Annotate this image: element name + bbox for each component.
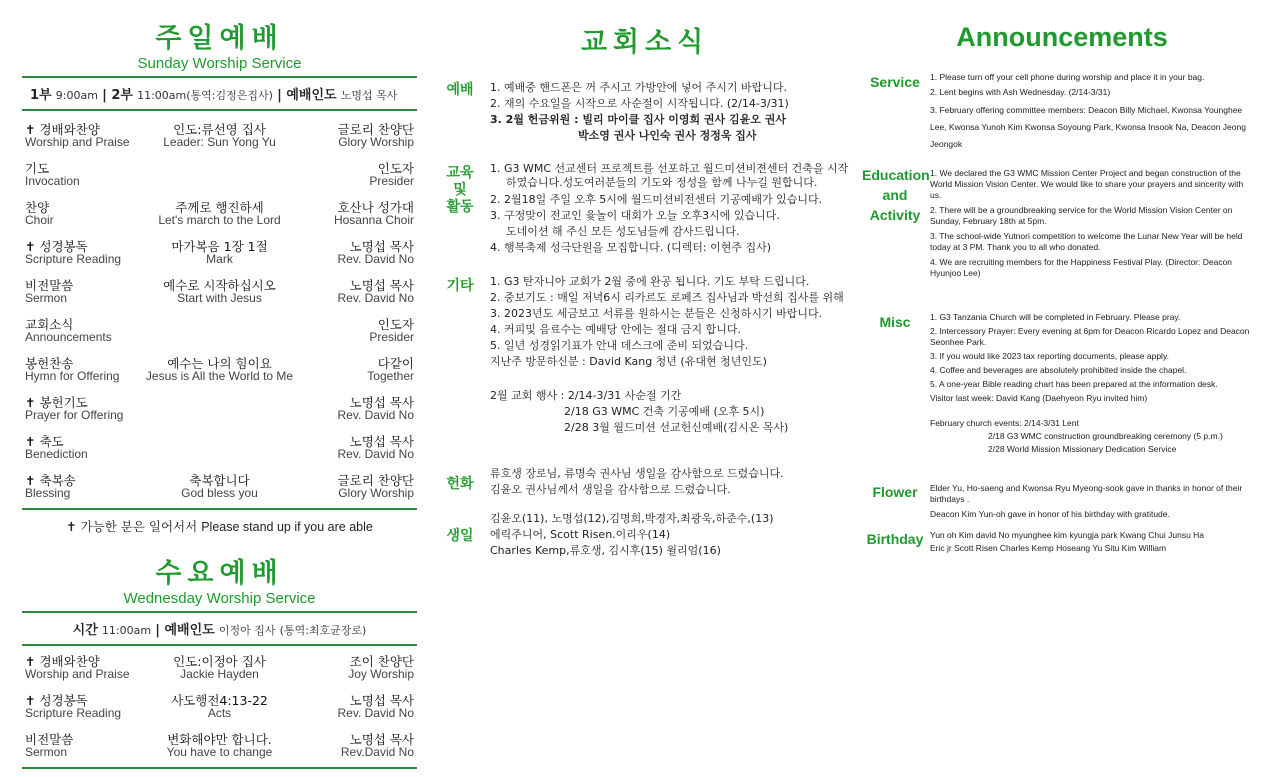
events-title: February church events: 2/14-3/31 Lent: [930, 418, 1079, 428]
order-item-leader: 조이 찬양단: [349, 654, 414, 669]
visitor-note: 지난주 방문하신분 : David Kang 청년 (유대현 청년인도): [490, 355, 767, 368]
worship-column: [22, 0, 417, 769]
wed-time: 11:00am: [101, 624, 152, 637]
order-item-name-en: Announcements: [25, 330, 112, 344]
event-item: 2/28 3월 월드미션 선교헌신예배(김시온 목사): [564, 421, 789, 434]
order-row: [22, 318, 417, 357]
edu-label-line: Education: [862, 167, 930, 183]
worship-section: [490, 80, 850, 144]
news-item: 1. 예배중 핸드폰은 꺼 주시고 가방안에 넣어 주시기 바랍니다.: [490, 81, 787, 94]
order-item-detail-en: Leader: Sun Yong Yu: [163, 135, 276, 149]
birthday-line: Charles Kemp,류호생, 김시후(15) 윌리엄(16): [490, 544, 721, 557]
order-item-detail: 예수는 나의 힘이요: [167, 356, 272, 371]
offering-note: 김윤오 권사님께서 생일을 감사함으로 드렸습니다.: [490, 483, 731, 496]
news-item: 4. 커피및 음료수는 예배당 안에는 절대 금지 합니다.: [490, 323, 741, 336]
order-item-name: ✝ 성경봉독: [25, 693, 88, 708]
order-item-name-en: Worship and Praise: [25, 667, 130, 681]
order-row: [22, 279, 417, 318]
order-item-leader-en: Hosanna Choir: [333, 213, 414, 227]
time2: 11:00am: [137, 89, 187, 102]
news-item: 1. G3 WMC 선교센터 프로젝트를 선포하고 월드미션비젼센터 건축을 시작 하였습니다.성도여러분들의 기도와 정성을 함께 나누길 원합니다.: [490, 162, 849, 189]
stand-note-en: Please stand up if you are able: [201, 520, 373, 534]
wednesday-order-list: [22, 655, 417, 765]
news-item-cont: 도네이션 해 주신 모든 성도님들께 감사드립니다.: [506, 225, 740, 238]
time1: 9:00am: [55, 89, 98, 102]
event-item: 2/18 G3 WMC 건축 기공예배 (오후 5시): [564, 405, 765, 418]
edu-label-line: Activity: [869, 207, 921, 223]
order-item-leader-en: Rev.David No: [340, 745, 414, 759]
flower-note: Deacon Kim Yun-oh gave in honor of his birthday with gratitude.: [930, 509, 1170, 519]
announcement-item: 5. A one-year Bible reading chart has been prepared at the information desk.: [930, 379, 1218, 389]
wednesday-title: 수요예배: [155, 558, 284, 589]
news-item: 1. G3 탄자니아 교회가 2월 중에 완공 됩니다. 기도 부탁 드립니다.: [490, 275, 810, 288]
order-item-name: ✝ 축복송: [25, 473, 76, 488]
news-item-cont: 박소영 권사 나인숙 권사 정정욱 집사: [578, 129, 757, 142]
misc-section-label: 기타: [446, 278, 474, 294]
order-row: [22, 162, 417, 201]
order-item-leader-en: Presider: [369, 330, 414, 344]
announcement-item: 2. Lent begins with Ash Wednesday. (2/14-3/31): [930, 87, 1111, 97]
misc-section: [930, 312, 1256, 459]
worship-section-label: 예배: [446, 82, 474, 98]
order-item-detail: 주께로 행진하세: [175, 200, 264, 215]
birthday-line: Yun oh Kim david No myunghee kim kyungja park Kwang Chui Junsu Ha: [930, 530, 1205, 540]
news-title: 교회소식: [580, 27, 710, 58]
order-item-detail-en: Let's march to the Lord: [158, 213, 281, 227]
order-item-name: ✝ 축도: [25, 434, 64, 449]
news-item: 2. 중보기도 : 매일 저녁6시 리카르도 로페즈 집사님과 박선희 집사를 위해: [490, 291, 844, 304]
order-item-name-en: Benediction: [25, 447, 88, 461]
order-item-leader: 인도자: [377, 317, 414, 332]
wed-leader-note: (통역:최호균장로): [279, 624, 367, 637]
order-item-detail: 사도행전4:13-22: [171, 693, 268, 708]
announcements-title: Announcements: [956, 22, 1168, 52]
events-title: 2월 교회 행사 : 2/14-3/31 사순절 기간: [490, 389, 682, 402]
order-item-leader-en: Rev. David No: [337, 252, 414, 266]
sunday-order-list: [22, 123, 417, 508]
order-item-leader: 노명섭 목사: [349, 395, 414, 410]
announcement-item: 4. Coffee and beverages are absolutely prohibited inside the chapel.: [930, 365, 1187, 375]
leader: 노명섭 목사: [340, 89, 398, 102]
news-item: 2. 재의 수요일을 시작으로 사순절이 시작됩니다. (2/14-3/31): [490, 97, 789, 110]
order-item-name-en: Sermon: [25, 291, 68, 305]
order-item-name: 봉헌찬송: [25, 356, 74, 371]
visitor-note: Visitor last week: David Kang (Daehyeon Ryu invited him): [930, 393, 1148, 403]
wednesday-time-line: [22, 613, 417, 644]
order-item-leader-en: Rev. David No: [337, 408, 414, 422]
order-item-name: 기도: [25, 161, 50, 176]
offering-section: [490, 466, 850, 498]
birthday-section-label: 생일: [446, 528, 474, 544]
order-row: [22, 201, 417, 240]
order-item-leader-en: Glory Worship: [338, 135, 414, 149]
order-item-detail: 인도:류선영 집사: [173, 122, 266, 137]
misc-section: [490, 274, 850, 436]
edu-label-line: 활동: [446, 199, 474, 215]
order-item-leader: 글로리 찬양단: [337, 122, 414, 137]
service-section: [930, 72, 1256, 157]
order-item-name-en: Worship and Praise: [25, 135, 130, 149]
order-item-detail-en: You have to change: [166, 745, 273, 759]
birthday-section: [490, 511, 850, 559]
order-item-name: ✝ 경배와찬양: [25, 122, 100, 137]
event-item: 2/28 World Mission Missionary Dedication Service: [988, 444, 1177, 454]
order-item-leader: 노명섭 목사: [349, 239, 414, 254]
order-item-detail-en: Mark: [206, 252, 233, 266]
wed-time-label: 시간: [72, 623, 98, 638]
order-item-name: 비전말씀: [25, 278, 74, 293]
news-item: 5. 일년 성경읽기표가 안내 데스크에 준비 되었습니다.: [490, 339, 749, 352]
edu-section-label: [440, 165, 480, 216]
divider: [22, 767, 417, 769]
sunday-title: 주일예배: [155, 23, 284, 54]
order-item-name-en: Prayer for Offering: [25, 408, 124, 422]
time2-note: (통역:김정은집사): [186, 89, 273, 102]
time2-label: | 2부: [102, 88, 133, 103]
sunday-subtitle: Sunday Worship Service: [137, 55, 302, 72]
announcement-item: 2. There will be a groundbreaking service for the World Mission Vision Center on Sunday, February 18th at 5pm.: [930, 205, 1233, 226]
order-item-name: ✝ 봉헌기도: [25, 395, 88, 410]
order-row: [22, 240, 417, 279]
order-row: [22, 655, 417, 694]
order-item-name-en: Scripture Reading: [25, 706, 122, 720]
news-item: 3. 2월 헌금위원 : 빌리 마이클 집사 이영희 권사 김윤오 권사: [490, 113, 786, 126]
announcement-item: 1. We declared the G3 WMC Mission Center Project and began construction of the World Mission Vision Center. We would like to share your prayers and sincerity with us.: [930, 168, 1244, 200]
flower-note: Elder Yu, Ho-saeng and Kwonsa Ryu Myeong-sook gave in thanks in honor of their birthdays .: [930, 483, 1243, 504]
announcement-item: 2. Intercessory Prayer: Every evening at 6pm for Deacon Ricardo Lopez and Deacon Seonhee Park.: [930, 326, 1250, 347]
edu-label: [862, 165, 928, 225]
order-item-detail: 인도:이정아 집사: [173, 654, 266, 669]
order-item-leader-en: Rev. David No: [337, 447, 414, 461]
order-item-name-en: Scripture Reading: [25, 252, 122, 266]
order-item-detail-en: God bless you: [181, 486, 258, 500]
announcement-item: 3. The school-wide Yutnori competition to welcome the Lunar New Year will be held today at 3 PM. Thank you to all who donated.: [930, 231, 1243, 252]
order-item-name-en: Sermon: [25, 745, 68, 759]
news-item: 2. 2월18일 주일 오후 5시에 월드미션비전센터 기공예배가 있습니다.: [490, 193, 823, 206]
order-item-detail: 마가복음 1장 1절: [171, 239, 268, 254]
order-item-name-en: Blessing: [25, 486, 71, 500]
divider: [22, 109, 417, 111]
order-item-name-en: Invocation: [25, 174, 80, 188]
wed-leader: 이정아 집사: [218, 624, 276, 637]
wed-leader-label: | 예배인도: [155, 623, 215, 638]
announcement-item: 1. G3 Tanzania Church will be completed in February. Please pray.: [930, 312, 1181, 322]
order-item-leader-en: Rev. David No: [337, 291, 414, 305]
birthday-line: 김윤오(11), 노명섭(12),김명희,박경자,최광욱,하준수,(13): [490, 512, 774, 525]
stand-note-ko: ✝ 가능한 분은 일어서서: [66, 519, 198, 534]
edu-section: [930, 168, 1256, 283]
edu-section: [490, 162, 850, 256]
event-item: 2/18 G3 WMC construction groundbreaking ceremony (5 p.m.): [988, 431, 1223, 441]
order-row: [22, 123, 417, 162]
order-item-detail-en: Start with Jesus: [177, 291, 262, 305]
misc-label: Misc: [879, 314, 911, 330]
order-row: [22, 396, 417, 435]
order-item-leader: 노명섭 목사: [349, 278, 414, 293]
edu-label-line: and: [882, 187, 908, 203]
order-item-leader-en: Together: [367, 369, 414, 383]
flower-label: Flower: [872, 484, 918, 500]
announcement-item: 3. February offering committee members: Deacon Billy Michael, Kwonsa Younghee Lee, Kwonsa Yunoh Kim Kwonsa Soyoung Park, Kwonsa Insook Na, Deacon Jeong Jeongok: [930, 105, 1246, 149]
order-item-leader: 글로리 찬양단: [337, 473, 414, 488]
order-item-leader: 노명섭 목사: [349, 693, 414, 708]
birthday-line: Eric jr Scott Risen Charles Kemp Hoseang Yu Situ Kim William: [930, 543, 1167, 553]
sunday-time-line: [22, 78, 417, 109]
order-item-leader: 호산나 성가대: [337, 200, 414, 215]
announcement-item: 3. If you would like 2023 tax reporting documents, please apply.: [930, 351, 1169, 361]
order-item-detail-en: Acts: [207, 706, 232, 720]
offering-section-label: 헌화: [446, 476, 474, 492]
order-row: [22, 357, 417, 396]
news-item: 3. 구정맞이 전교인 윷놀이 대회가 오늘 오후3시에 있습니다.: [490, 209, 780, 222]
service-label: Service: [870, 74, 920, 90]
birthday-line: 에릭주니어, Scott Risen.이리우(14): [490, 528, 671, 541]
leader-label: | 예배인도: [277, 88, 337, 103]
order-item-name: 비전말씀: [25, 732, 74, 747]
order-item-leader: 다같이: [377, 356, 414, 371]
order-row: [22, 474, 417, 508]
order-item-detail: 변화해야만 합니다.: [167, 732, 272, 747]
order-item-detail: 축복합니다: [189, 473, 250, 488]
order-item-leader: 노명섭 목사: [349, 434, 414, 449]
birthday-section: [930, 530, 1256, 558]
order-item-leader: 인도자: [377, 161, 414, 176]
order-item-name: ✝ 경배와찬양: [25, 654, 100, 669]
order-item-leader-en: Glory Worship: [338, 486, 414, 500]
edu-label-line: 및: [453, 182, 467, 198]
order-item-name: ✝ 성경봉독: [25, 239, 88, 254]
news-item: 3. 2023년도 세금보고 서류를 원하시는 분들은 신청하시기 바랍니다.: [490, 307, 823, 320]
order-row: [22, 435, 417, 474]
order-item-detail-en: Jesus is All the World to Me: [145, 369, 294, 383]
time1-label: 1부: [30, 88, 52, 103]
announcement-item: 1. Please turn off your cell phone during worship and place it in your bag.: [930, 72, 1205, 82]
order-item-leader-en: Presider: [369, 174, 414, 188]
order-item-name-en: Choir: [25, 213, 54, 227]
wednesday-subtitle: Wednesday Worship Service: [123, 590, 316, 607]
order-row: [22, 733, 417, 765]
order-item-leader-en: Rev. David No: [337, 706, 414, 720]
order-item-name-en: Hymn for Offering: [25, 369, 120, 383]
order-item-name: 교회소식: [25, 317, 74, 332]
order-item-detail-en: Jackie Hayden: [180, 667, 259, 681]
offering-note: 류호생 장로님, 류명숙 권사님 생일을 감사함으로 드렸습니다.: [490, 467, 784, 480]
news-item: 4. 행복축제 성극단원을 모집합니다. (디렉터: 이현주 집사): [490, 241, 772, 254]
order-item-leader: 노명섭 목사: [349, 732, 414, 747]
order-row: [22, 694, 417, 733]
stand-note: [22, 510, 417, 541]
edu-label-line: 교육: [446, 165, 474, 181]
announcement-item: 4. We are recruiting members for the Happiness Festival Play. (Director: Deacon Hyunjoo Lee): [930, 257, 1233, 278]
order-item-detail: 예수로 시작하십시오: [163, 278, 276, 293]
birthday-label: Birthday: [866, 531, 924, 547]
divider: [22, 644, 417, 646]
order-item-name: 찬양: [25, 200, 50, 215]
flower-section: [930, 483, 1256, 524]
order-item-leader-en: Joy Worship: [348, 667, 414, 681]
